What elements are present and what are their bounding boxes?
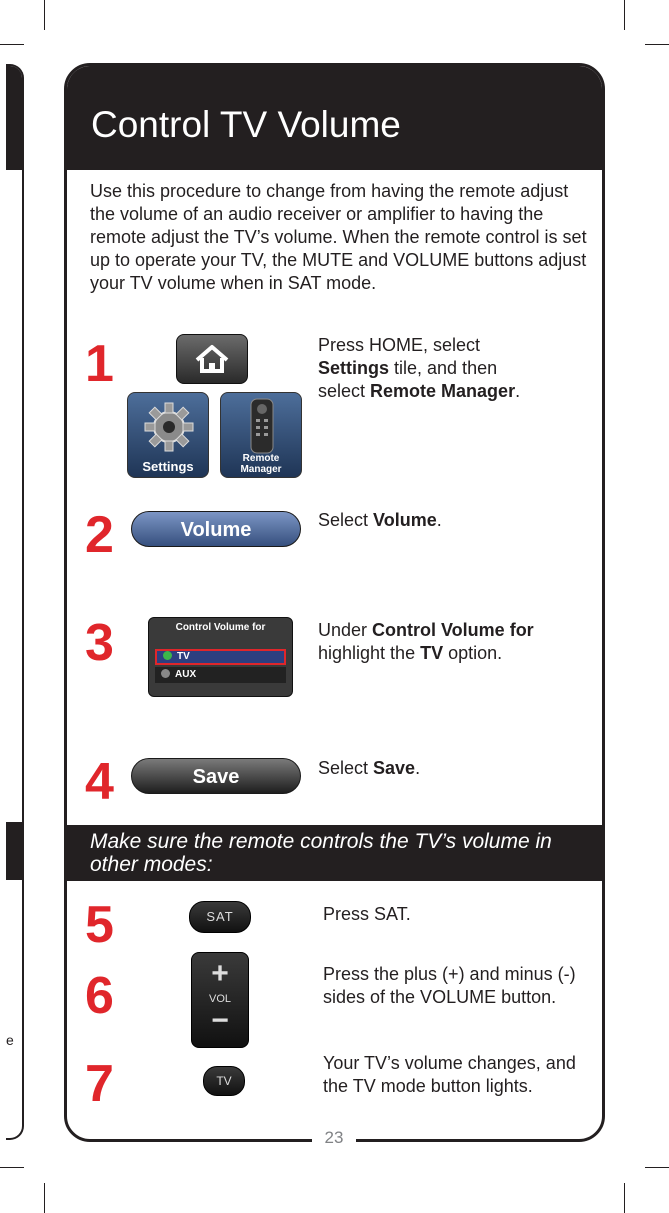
tv-button-image	[203, 1066, 245, 1096]
volume-plus-label: +	[211, 957, 229, 990]
adjacent-page-edge	[6, 64, 24, 1140]
page-title: Control TV Volume	[91, 104, 401, 145]
save-button-image: Save	[131, 758, 301, 794]
remote-control-icon	[221, 395, 303, 455]
step-bold-term: Volume	[373, 510, 437, 530]
home-icon	[177, 335, 247, 383]
crop-mark	[44, 0, 45, 30]
crop-mark	[624, 1183, 625, 1213]
control-volume-menu-image	[148, 617, 293, 697]
crop-mark	[624, 0, 625, 30]
crop-mark	[0, 44, 24, 45]
step-bold-term: Save	[373, 758, 416, 778]
step-text-part: option.	[443, 643, 503, 663]
subheader-bar	[67, 825, 602, 881]
option-tv	[155, 649, 286, 665]
step-text	[318, 619, 588, 665]
remote-manager-label-line1: Remote	[242, 453, 280, 464]
step-number: 6	[85, 967, 114, 1025]
step-text-part: Press HOME, select	[318, 335, 481, 355]
subheader-text: Make sure the remote controls the TV’s volume in other modes:	[90, 830, 552, 876]
step-text	[318, 509, 548, 532]
unselected-dot-icon	[161, 669, 170, 678]
sat-button-image	[189, 901, 251, 933]
adjacent-page-text: e	[6, 1032, 14, 1048]
step-number: 5	[85, 896, 114, 954]
selected-dot-icon	[163, 651, 172, 660]
step-text	[318, 334, 548, 403]
crop-mark	[0, 1167, 24, 1168]
step-text-part: Select	[318, 758, 374, 778]
sat-button-label: SAT	[206, 909, 234, 924]
tv-button-label: TV	[216, 1074, 232, 1088]
step-bold-term: Remote Manager	[370, 381, 516, 401]
step-text-part: tile, and then select	[318, 358, 498, 401]
step-text: Press the plus (+) and minus (-) sides of the VOLUME button.	[323, 964, 576, 1007]
settings-tile-label: Settings	[142, 459, 194, 474]
step-text: Your TV’s volume changes, and the TV mode button lights.	[323, 1053, 576, 1096]
option-aux	[155, 667, 286, 683]
crop-mark	[645, 44, 669, 45]
step-number: 7	[85, 1055, 114, 1113]
step-number: 4	[85, 753, 114, 811]
crop-mark	[645, 1167, 669, 1168]
adjacent-title-bar	[6, 66, 22, 170]
step-bold-term: Control Volume for	[372, 620, 534, 640]
step-text-part: .	[436, 510, 442, 530]
step-bold-term: TV	[420, 643, 444, 663]
adjacent-subheader-bar	[6, 822, 22, 880]
step-number: 2	[85, 506, 114, 564]
title-bar	[67, 66, 602, 170]
option-tv-label: TV	[177, 651, 190, 662]
step-text-part: Select	[318, 510, 374, 530]
remote-manager-label-line2: Manager	[240, 464, 282, 475]
home-button-image	[176, 334, 248, 384]
page-panel	[64, 63, 605, 1142]
settings-tile-image	[127, 392, 209, 478]
step-number: 1	[85, 335, 114, 393]
step-text-part: .	[515, 381, 521, 401]
step-text-part: Under	[318, 620, 373, 640]
gear-icon	[128, 397, 210, 457]
option-aux-label: AUX	[175, 669, 197, 680]
page-number: 23	[312, 1128, 356, 1148]
volume-minus-label: −	[211, 1004, 229, 1037]
volume-label: VOL	[208, 993, 231, 1005]
step-text-part: highlight the	[318, 643, 421, 663]
intro-paragraph: Use this procedure to change from having the remote adjust the volume of an audio receiver or amplifier to having the remote adjust the TV’s volume. When the remote control is set up to operate your TV, the MUTE and VOLUME buttons adjust your TV volume when in SAT mode.	[90, 181, 587, 293]
step-text	[318, 757, 548, 780]
step-bold-term: Settings	[318, 358, 390, 378]
volume-button-image: Volume	[131, 511, 301, 547]
crop-mark	[44, 1183, 45, 1213]
control-volume-title: Control Volume for	[175, 622, 266, 633]
step-number: 3	[85, 614, 114, 672]
step-text: Press SAT.	[323, 904, 411, 924]
remote-manager-tile-image	[220, 392, 302, 478]
volume-rocker-image	[191, 952, 249, 1048]
step-text-part: .	[415, 758, 421, 778]
